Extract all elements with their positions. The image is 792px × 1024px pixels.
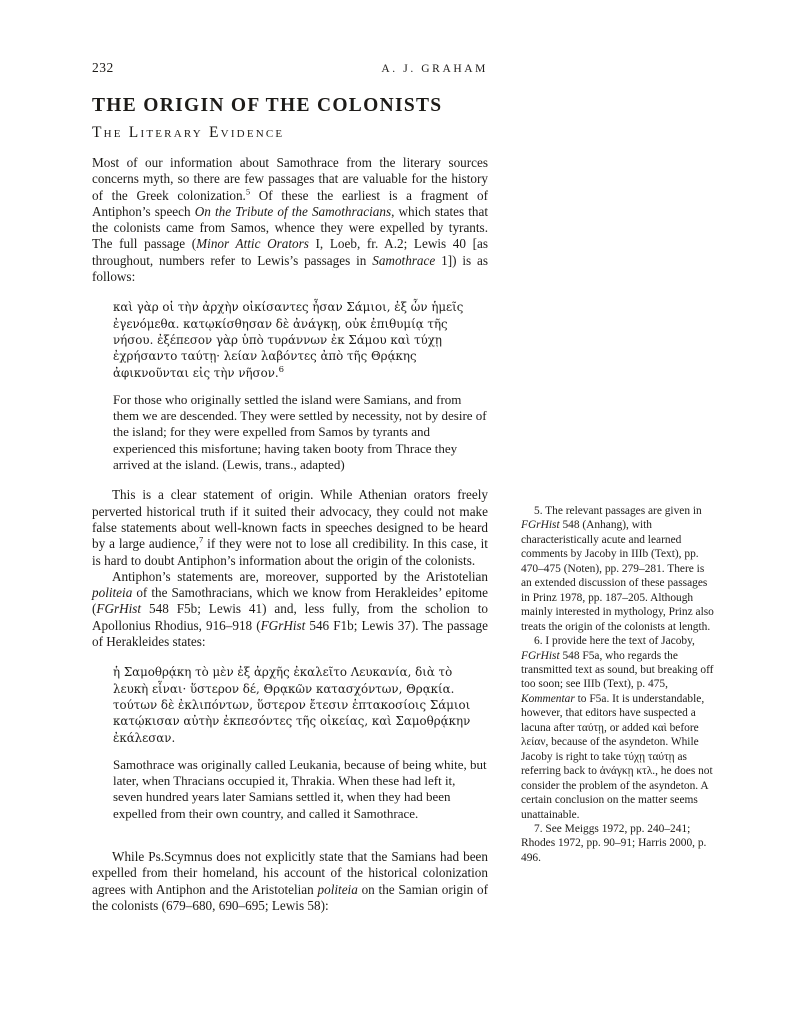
translation-antiphon: For those who originally settled the island were Samians, and from them we are descended. They were settled by necessity, not by desire of the island; for they were expelled from Samos by tyrants and experienced this misfortune; having taken booty from Thrace they arrived at the island. (Lewis, trans., adapted): [113, 391, 487, 473]
footnote-5: 5. The relevant passages are given in FGrHist 548 (Anhang), with characteristically acute and learned comments by Jacoby in IIIb (Text), pp. 470–475 (Noten), pp. 279–281. There is an extended discussion of these passages in Prinz 1978, pp. 187–205. Although mainly interested in mythology, Prinz also treats the origin of the colonists at length.: [521, 505, 714, 633]
paragraph-intro: Most of our information about Samothrace from the literary sources concerns myth, so there are few passages that are valuable for the history of the Greek colonization.$^5$ Of these the earliest is a fragment of Antiphon’s speech On the Tribute of the Samothracians, which states that the colonists came from Samos, whence they were expelled by tyrants. The full passage (Minor Attic Orators I, Loeb, fr. A.2; Lewis 40 [as throughout, numbers refer to Lewis’s passages in Samothrace 1]) is as follows:: [92, 155, 488, 285]
page-number: 232: [92, 60, 114, 75]
greek-quote-antiphon: καὶ γὰρ οἱ τὴν ἀρχὴν οἰκίσαντες ἦσαν Σάμιοι, ἐξ ὧν ἡμεῖς ἐγενόμεθα. κατῳκίσθησαν δὲ ἀνάγκῃ, οὐκ ἐπιθυμίᾳ τῆς νήσου. ἐξέπεσον γὰρ ὑπὸ τυράννων ἐκ Σάμου καὶ τύχῃ ἐχρήσαντο ταύτῃ· λείαν λαβόντες ἀπὸ τῆς Θρᾴκης ἀφικνοῦνται εἰς τὴν νῆσον.$^6$: [113, 300, 464, 380]
translation-herakleides: Samothrace was originally called Leukania, because of being white, but later, when Thracians occupied it, Thrakia. When these had left it, seven hundred years later Samians settled it, when they had been expelled from their own country, and called it Samothrace.: [113, 756, 487, 821]
subsection-title: The Literary Evidence: [92, 124, 285, 141]
section-title: THE ORIGIN OF THE COLONISTS: [92, 95, 443, 116]
main-text-column: [92, 86, 488, 914]
footnote-7: 7. See Meiggs 1972, pp. 240–241; Rhodes 1972, pp. 90–91; Harris 2000, p. 496.: [521, 822, 707, 864]
paragraph-scymnus: While Ps.Scymnus does not explicitly state that the Samians had been expelled from their homeland, his account of the historical colonization agrees with Antiphon and the Aristotelian politeia on the Samian origin of the colonists (679–680, 690–695; Lewis 58):: [92, 848, 488, 913]
greek-quote-herakleides: ἡ Σαμοθρᾴκη τὸ μὲν ἐξ ἀρχῆς ἐκαλεῖτο Λευκανία, διὰ τὸ λευκὴ εἶναι· ὕστερον δέ, Θρᾳκῶν κατασχόντων, Θρᾳκία. τούτων δὲ ἐκλιπόντων, ὕστερον ἔτεσιν ἑπτακοσίοις Σάμιοι κατῴκισαν αὐτὴν ἐκπεσόντες τῆς οἰκείας, καὶ Σαμοθρᾴκην ἐκάλεσαν.: [113, 665, 471, 745]
paragraph-discussion: This is a clear statement of origin. While Athenian orators freely perverted historical truth if it suited their advocacy, they could not make false statements about well-known facts in speeches designed to be heard by a large audience,$^7$ if they were not to lose all credibility. In this case, it is hard to doubt Antiphon’s information about the origin of the colonists.: [92, 487, 488, 568]
running-head-author: A. J. GRAHAM: [381, 63, 488, 75]
paragraph-aristotelian-support: Antiphon’s statements are, moreover, supported by the Aristotelian politeia of the Samothracians, which we know from Herakleides’ epitome (FGrHist 548 F5b; Lewis 41) and, less fully, from the scholion to Apollonius Rhodius, 916–918 (FGrHist 546 F1b; Lewis 37). The passage of Herakleides states:: [92, 568, 488, 650]
page-header: [92, 60, 488, 76]
footnote-6: 6. I provide here the text of Jacoby, FGrHist 548 F5a, who regards the transmitted text as sound, but breaking off too soon; see IIIb (Text), p. 475, Kommentar to F5a. It is understandable, however, that editors have suspected a lacuna after ταύτῃ, or added καὶ before λείαν, because of the asyndeton. While Jacoby is right to take τύχῃ ταύτῃ as referring back to ἀνάγκῃ κτλ., he does not consider the problem of the asyndeton. A certain conclusion on the matter seems unattainable.: [521, 635, 714, 821]
footnotes-column: [521, 504, 714, 865]
